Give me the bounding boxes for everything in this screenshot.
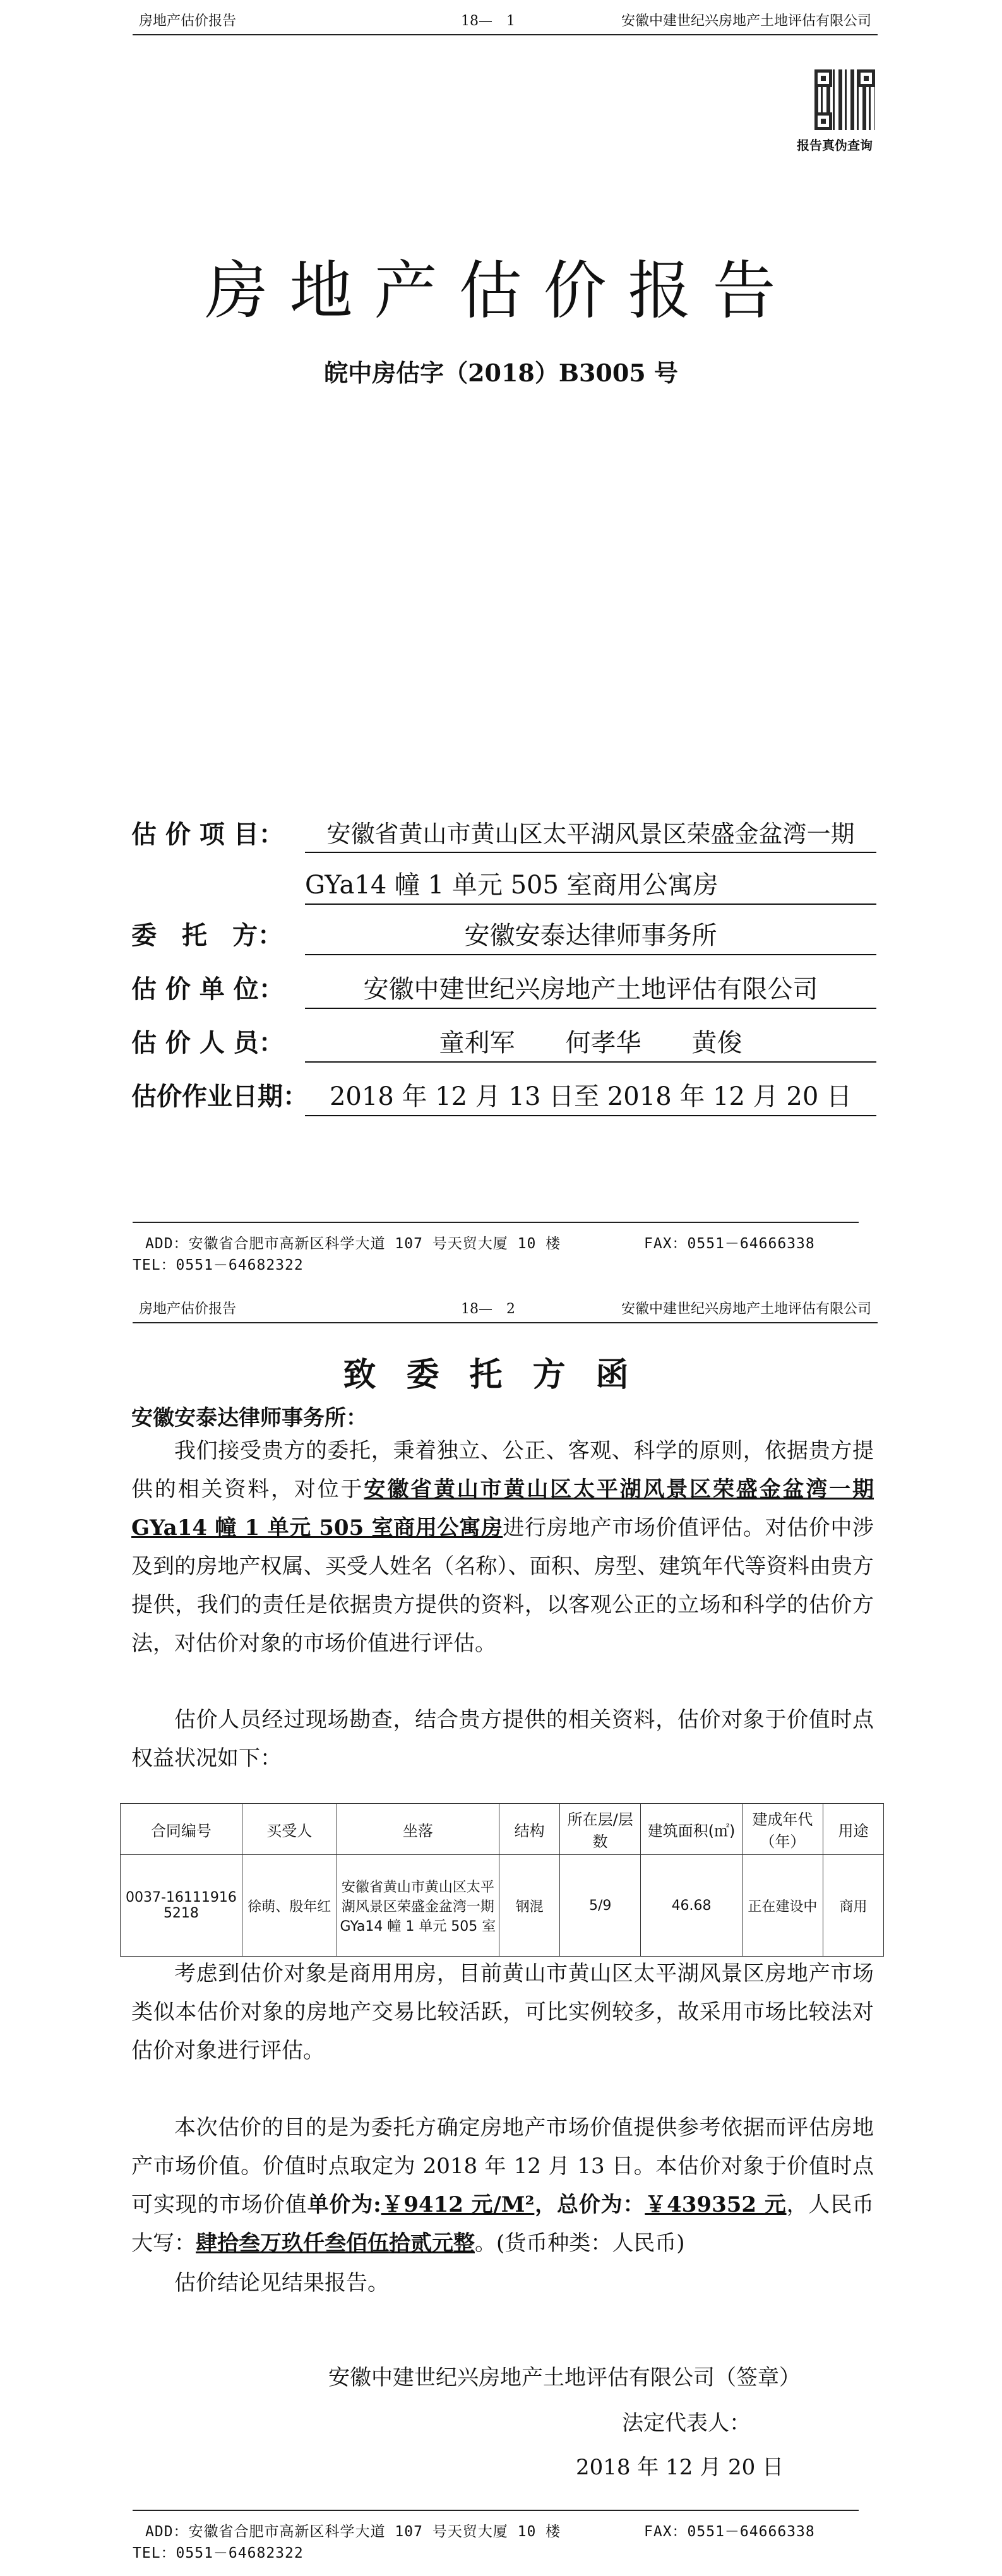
info-value: GYa14 幢 1 单元 505 室商用公寓房 bbox=[305, 865, 876, 905]
table-header: 建成年代（年） bbox=[742, 1804, 823, 1855]
info-row-appraisers bbox=[131, 1023, 876, 1058]
table-header: 结构 bbox=[499, 1804, 560, 1855]
letter-salutation: 安徽安泰达律师事务所： bbox=[131, 1405, 367, 1431]
header-left-text: 房地产估价报告 bbox=[139, 13, 237, 29]
paragraph-text: 估价结论见结果报告。 bbox=[174, 2270, 389, 2296]
report-number: 皖中房估字（2018）B3005 号 bbox=[324, 359, 678, 387]
property-table bbox=[120, 1803, 884, 1957]
header-left-text: 房地产估价报告 bbox=[139, 1301, 237, 1317]
table-cell: 正在建设中 bbox=[742, 1855, 823, 1957]
total-price-label: ，总价为： bbox=[534, 2192, 645, 2217]
footer-tel: TEL：0551－64682322 bbox=[133, 2545, 304, 2561]
letter-paragraph-1 bbox=[131, 1432, 874, 1663]
header-page-number: 18— 2 bbox=[461, 1301, 515, 1317]
page-footer bbox=[133, 1222, 859, 1273]
info-row-work-date bbox=[131, 1076, 876, 1112]
info-value: 安徽安泰达律师事务所 bbox=[305, 915, 876, 955]
table-cell: 5/9 bbox=[560, 1855, 641, 1957]
unit-price-value: ￥9412 元/M² bbox=[381, 2192, 535, 2217]
qr-caption: 报告真伪查询 bbox=[797, 138, 873, 153]
info-label: 估 价 人 员： bbox=[131, 1029, 284, 1058]
table-cell: 46.68 bbox=[641, 1855, 743, 1957]
letter-paragraph-4 bbox=[131, 2109, 874, 2263]
footer-tel: TEL：0551－64682322 bbox=[133, 1257, 304, 1273]
header-right-text: 安徽中建世纪兴房地产土地评估有限公司 bbox=[621, 1301, 871, 1317]
table-cell: 安徽省黄山市黄山区太平湖风景区荣盛金盆湾一期 GYa14 幢 1 单元 505 室 bbox=[337, 1855, 499, 1957]
info-value: 安徽中建世纪兴房地产土地评估有限公司 bbox=[305, 969, 876, 1009]
table-header: 用途 bbox=[823, 1804, 884, 1855]
info-row-client bbox=[131, 915, 876, 951]
info-label: 估价作业日期： bbox=[131, 1082, 308, 1111]
qr-code-icon[interactable] bbox=[814, 69, 875, 130]
page-header bbox=[133, 1294, 878, 1323]
info-label: 估 价 单 位： bbox=[131, 975, 284, 1004]
page-footer bbox=[133, 2510, 859, 2561]
paragraph-text: 估价人员经过现场勘查，结合贵方提供的相关资料，估价对象于价值时点权益状况如下： bbox=[131, 1707, 874, 1771]
info-label: 估 价 项 目： bbox=[131, 820, 284, 849]
letter-title: 致委托方函 bbox=[343, 1356, 659, 1394]
signature-date: 2018 年 12 月 20 日 bbox=[576, 2455, 784, 2480]
paragraph-text: 。(货币种类：人民币) bbox=[475, 2231, 685, 2256]
info-value: 2018 年 12 月 13 日至 2018 年 12 月 20 日 bbox=[305, 1076, 876, 1116]
table-cell: 0037-161119165218 bbox=[121, 1855, 242, 1957]
header-right-text: 安徽中建世纪兴房地产土地评估有限公司 bbox=[621, 13, 871, 29]
footer-fax: FAX：0551－64666338 bbox=[644, 1236, 815, 1252]
info-row-appraiser-org bbox=[131, 969, 876, 1005]
info-value: 安徽省黄山市黄山区太平湖风景区荣盛金盆湾一期 bbox=[305, 814, 876, 853]
paragraph-text: ，人民币大写： bbox=[131, 2192, 874, 2256]
table-header: 所在层/层数 bbox=[560, 1804, 641, 1855]
table-cell: 徐萌、殷年红 bbox=[242, 1855, 337, 1957]
table-cell: 商用 bbox=[823, 1855, 884, 1957]
property-address: 安徽省黄山市黄山区太平湖风景区荣盛金盆湾一期 GYa14 幢 1 单元 505 室商用公寓房 bbox=[131, 1477, 874, 1541]
total-price-value: ￥439352 元 bbox=[645, 2192, 787, 2217]
footer-fax: FAX：0551－64666338 bbox=[644, 2524, 815, 2540]
table-header: 合同编号 bbox=[121, 1804, 242, 1855]
paragraph-text: 本次估价的目的是为委托方确定房地产市场价值提供参考依据而评估房地产市场价值。价值时点取定为 2018 年 12 月 13 日。本估价对象于价值时点可实现的市场价值 bbox=[131, 2115, 874, 2217]
paragraph-text: 进行房地产市场价值评估。对估价中涉及到的房地产权属、买受人姓名（名称）、面积、房型、建筑年代等资料由贵方提供，我们的责任是依据贵方提供的资料，以客观公正的立场和科学的估价方法，对估价对象的市场价值进行评估。 bbox=[131, 1515, 874, 1656]
table-header: 买受人 bbox=[242, 1804, 337, 1855]
paragraph-text: 考虑到估价对象是商用用房，目前黄山市黄山区太平湖风景区房地产市场类似本估价对象的房地产交易比较活跃，可比实例较多，故采用市场比较法对估价对象进行评估。 bbox=[131, 1961, 874, 2063]
table-header-row bbox=[121, 1804, 884, 1855]
footer-address: ADD：安徽省合肥市高新区科学大道 107 号天贸大厦 10 楼 bbox=[145, 1236, 561, 1252]
total-price-uppercase: 肆拾叁万玖仟叁佰伍拾贰元整 bbox=[196, 2231, 475, 2256]
letter-paragraph-3 bbox=[131, 1955, 874, 2070]
report-title: 房地产估价报告 bbox=[205, 254, 797, 328]
table-row bbox=[121, 1855, 884, 1957]
unit-price-label: 单价为: bbox=[307, 2192, 381, 2217]
info-label: 委 托 方： bbox=[131, 921, 283, 950]
page-header bbox=[133, 6, 878, 35]
table-cell: 钢混 bbox=[499, 1855, 560, 1957]
info-row-project-cont bbox=[131, 865, 876, 900]
signature-company: 安徽中建世纪兴房地产土地评估有限公司（签章） bbox=[328, 2365, 801, 2390]
table-header: 坐落 bbox=[337, 1804, 499, 1855]
paragraph-text: 我们接受贵方的委托，秉着独立、公正、客观、科学的原则，依据贵方提供的相关资料，对位于 bbox=[131, 1438, 874, 1502]
letter-paragraph-5 bbox=[131, 2264, 874, 2303]
header-page-number: 18— 1 bbox=[461, 13, 515, 29]
footer-address: ADD：安徽省合肥市高新区科学大道 107 号天贸大厦 10 楼 bbox=[145, 2524, 561, 2540]
signature-representative: 法定代表人： bbox=[622, 2411, 751, 2436]
info-value: 童利军 何孝华 黄俊 bbox=[305, 1023, 876, 1063]
letter-paragraph-2 bbox=[131, 1701, 874, 1778]
info-row-project bbox=[131, 814, 876, 850]
table-header: 建筑面积(㎡) bbox=[641, 1804, 743, 1855]
